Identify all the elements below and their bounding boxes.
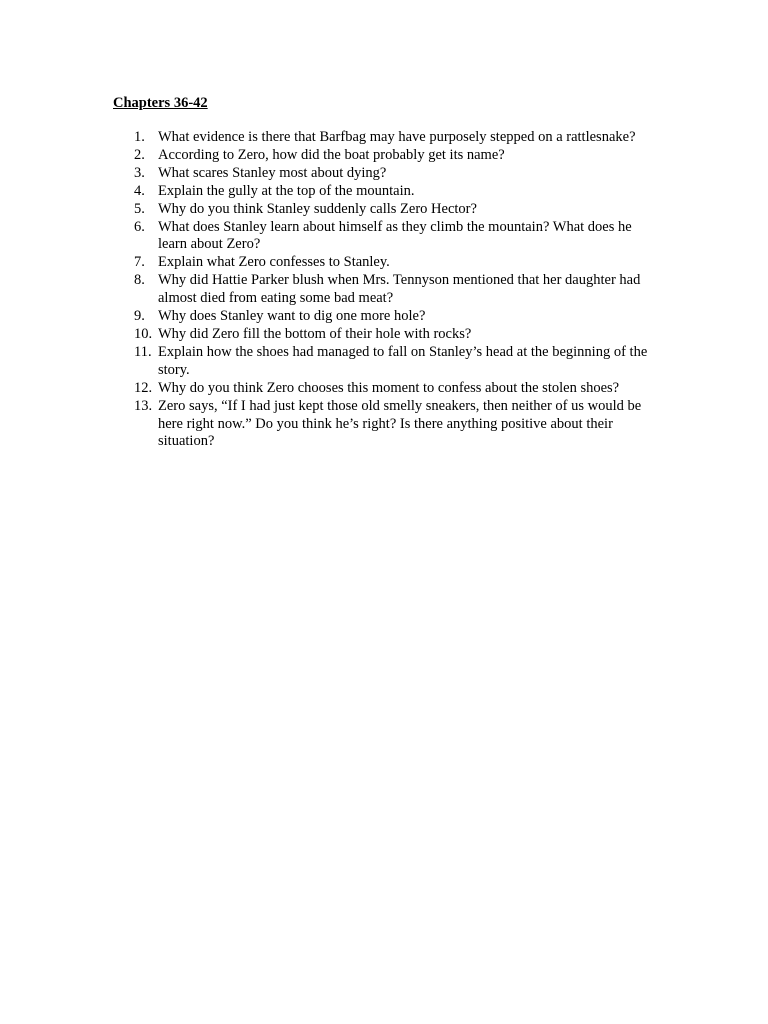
question-text: What scares Stanley most about dying? xyxy=(158,164,387,181)
question-number: 6. xyxy=(134,218,145,235)
question-number: 1. xyxy=(134,129,145,145)
question-number: 2. xyxy=(134,146,145,163)
question-number: 8. xyxy=(134,272,145,289)
question-number: 3. xyxy=(134,164,145,181)
question-item xyxy=(113,344,658,380)
question-text: Explain how the shoes had managed to fall on Stanley’s head at the beginning of the story. xyxy=(158,343,648,378)
page-heading: Chapters 36-42 xyxy=(113,95,208,111)
question-item xyxy=(113,165,658,183)
question-item xyxy=(113,308,658,326)
question-item xyxy=(113,380,658,398)
question-list xyxy=(113,129,658,451)
question-item xyxy=(113,201,658,219)
question-text: Why did Hattie Parker blush when Mrs. Tennyson mentioned that her daughter had almost died from eating some bad meat? xyxy=(158,272,641,307)
question-text: Explain the gully at the top of the mountain. xyxy=(158,182,415,199)
question-item xyxy=(113,254,658,272)
question-text: Why does Stanley want to dig one more hole? xyxy=(158,308,426,325)
question-item xyxy=(113,398,658,452)
question-text: What does Stanley learn about himself as they climb the mountain? What does he learn about Zero? xyxy=(158,218,632,253)
question-number: 11. xyxy=(134,343,152,360)
question-text: According to Zero, how did the boat probably get its name? xyxy=(158,146,505,163)
question-number: 10. xyxy=(134,325,153,342)
question-item xyxy=(113,219,658,255)
question-text: Why do you think Zero chooses this moment to confess about the stolen shoes? xyxy=(158,379,620,396)
question-item xyxy=(113,129,658,147)
question-number: 9. xyxy=(134,308,145,325)
question-text: Explain what Zero confesses to Stanley. xyxy=(158,254,390,271)
question-text: Zero says, “If I had just kept those old smelly sneakers, then neither of us would be here right now.” Do you think he’s right? Is there anything positive about their situation? xyxy=(158,397,642,450)
question-number: 13. xyxy=(134,397,153,414)
question-text: Why do you think Stanley suddenly calls Zero Hector? xyxy=(158,200,477,217)
question-number: 12. xyxy=(134,379,153,396)
question-number: 7. xyxy=(134,254,145,271)
question-number: 4. xyxy=(134,182,145,199)
question-number: 5. xyxy=(134,200,145,217)
question-item xyxy=(113,326,658,344)
question-item xyxy=(113,272,658,308)
question-text: Why did Zero fill the bottom of their hole with rocks? xyxy=(158,325,472,342)
question-text: What evidence is there that Barfbag may have purposely stepped on a rattlesnake? xyxy=(158,129,636,145)
question-item xyxy=(113,183,658,201)
question-item xyxy=(113,147,658,165)
